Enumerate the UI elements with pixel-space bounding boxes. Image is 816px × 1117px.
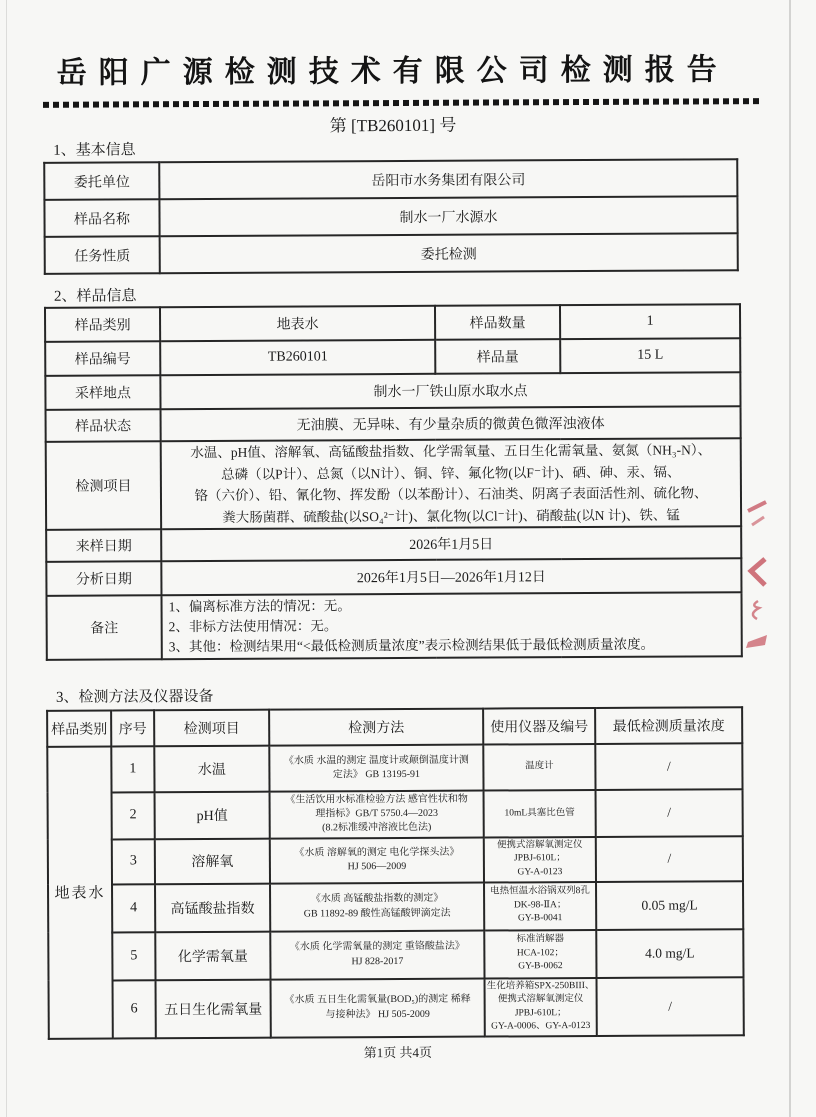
table-row: [44, 196, 737, 237]
row-value: TB260101: [160, 340, 435, 375]
row-label: 样品量: [435, 339, 560, 374]
table-row: [48, 929, 743, 981]
test-method: 《生活饮用水标准检验方法 感官性状和物 理指标》GB/T 5750.4—2023 (8.2标准缓冲溶液比色法): [270, 791, 484, 839]
remark-value: 1、偏离标准方法的情况：无。 2、非标方法使用情况：无。 3、其他：检测结果用“<最低检测质量浓度”表示检测结果低于最低检测质量浓度。: [161, 592, 741, 659]
table-row: [49, 977, 744, 1039]
column-header: 最低检测质量浓度: [595, 707, 742, 744]
table-row: [48, 836, 743, 885]
row-value: 制水一厂铁山原水取水点: [160, 372, 740, 409]
table-header-row: [47, 707, 742, 747]
row-label: 委托单位: [44, 162, 159, 200]
column-header: 样品类别: [47, 711, 111, 747]
scan-edge-right: [789, 0, 791, 1117]
table-row: [48, 789, 743, 839]
row-value: 15 L: [560, 338, 740, 373]
detection-limit: 4.0 mg/L: [596, 929, 743, 978]
table-row: [44, 159, 737, 200]
table-row: [46, 406, 741, 442]
test-method: 《水质 溶解氧的测定 电化学探头法》 HJ 506—2009: [270, 837, 484, 883]
row-value: 委托检测: [160, 233, 738, 273]
row-number: 2: [112, 792, 155, 839]
instrument: 便携式溶解氧测定仪 JPBJ-610L； GY-A-0123: [484, 837, 596, 883]
sample-info-table: [44, 303, 743, 661]
column-header: 序号: [111, 710, 154, 746]
red-seal-fragment: [740, 495, 770, 660]
row-number: 1: [111, 746, 154, 792]
detection-limit: 0.05 mg/L: [596, 881, 743, 930]
table-row: [45, 233, 738, 274]
instrument: 10mL具塞比色管: [484, 790, 596, 837]
section2-heading: 2、样品信息: [53, 288, 137, 305]
title-divider: [43, 98, 761, 108]
table-row: [45, 304, 740, 342]
test-item: 化学需氧量: [155, 931, 270, 980]
row-label: 样品类别: [45, 307, 160, 342]
row-value: 制水一厂水源水: [159, 196, 737, 236]
column-header: 检测项目: [154, 710, 269, 747]
row-label: 样品名称: [44, 199, 159, 237]
detection-limit: /: [595, 743, 742, 790]
page-footer: 第1页 共4页: [363, 1044, 433, 1061]
row-value: 岳阳市水务集团有限公司: [159, 159, 737, 199]
sample-type-cell: 地表水: [47, 747, 113, 1039]
detection-limit: /: [596, 789, 743, 836]
table-row: [45, 372, 740, 410]
row-value: 无油膜、无异味、有少量杂质的微黄色微浑浊液体: [161, 406, 741, 441]
table-row: [46, 438, 741, 530]
row-label: 分析日期: [46, 561, 161, 596]
report-number: 第 [TB260101] 号: [329, 115, 457, 136]
detection-limit: /: [596, 836, 743, 882]
row-label: 样品数量: [435, 305, 560, 340]
column-header: 使用仪器及编号: [483, 708, 595, 745]
instrument: 电热恒温水浴锅双列8孔 DK-98-ⅡA； GY-B-0041: [484, 882, 596, 931]
basic-info-table: [43, 158, 739, 275]
page-title: 岳阳广源检测技术有限公司检测报告: [56, 53, 729, 90]
instrument: 温度计: [483, 744, 595, 791]
test-method: 《水质 高锰酸盐指数的测定》 GB 11892-89 酸性高锰酸钾滴定法: [270, 882, 484, 931]
row-label: 任务性质: [45, 236, 160, 274]
table-row: [48, 881, 743, 933]
section3-heading: 3、检测方法及仪器设备: [55, 688, 214, 706]
column-header: 检测方法: [269, 709, 483, 746]
table-row: [46, 558, 741, 596]
section1-heading: 1、基本信息: [53, 142, 136, 159]
row-value: 2026年1月5日: [161, 526, 741, 561]
test-item: 水温: [154, 746, 269, 793]
table-row: [47, 743, 742, 793]
row-label: 样品状态: [46, 409, 161, 442]
test-method: 《水质 化学需氧量的测定 重铬酸盐法》 HJ 828-2017: [270, 930, 484, 979]
row-number: 5: [112, 932, 155, 980]
test-item: 溶解氧: [155, 838, 270, 884]
row-label: 备注: [46, 595, 161, 660]
scan-edge-left: [6, 0, 7, 1117]
table-row: [46, 592, 741, 660]
test-item: 高锰酸盐指数: [155, 883, 270, 932]
row-value: 1: [560, 304, 740, 339]
test-items-value: 水温、pH值、溶解氧、高锰酸盐指数、化学需氧量、五日生化需氧量、氨氮（NH₃-N）、 总磷（以P计）、总氮（以N计）、铜、锌、氟化物(以F⁻计)、硒、砷、汞、镉、 铬（六价）、铅、氰化物、挥发酚（以苯酚计）、石油类、阴离子表面活性剂、硫化物、 粪大肠菌群、硫酸盐(以SO₄²⁻计)、氯化物(以Cl⁻计)、硝酸盐(以N 计)、铁、锰: [161, 438, 741, 529]
row-value: 2026年1月5日—2026年1月12日: [161, 558, 741, 595]
row-number: 6: [113, 980, 156, 1038]
test-method: 《水质 五日生化需氧量(BOD₅)的测定 稀释 与接种法》 HJ 505-2009: [271, 978, 485, 1037]
instrument: 标准消解器 HCA-102； GY-B-0062: [484, 930, 596, 979]
row-label: 采样地点: [45, 375, 160, 410]
detection-limit: /: [597, 977, 744, 1036]
row-label: 来样日期: [46, 529, 161, 562]
row-label: 检测项目: [46, 441, 161, 530]
test-item: pH值: [155, 792, 270, 839]
row-label: 样品编号: [45, 341, 160, 376]
row-number: 4: [112, 884, 155, 932]
instrument: 生化培养箱SPX-250BIII、 便携式溶解氧测定仪 JPBJ-610L； GY-A-0006、GY-A-0123: [485, 978, 597, 1037]
test-item: 五日生化需氧量: [156, 979, 271, 1038]
row-number: 3: [112, 839, 155, 884]
methods-table: [46, 706, 745, 1039]
test-method: 《水质 水温的测定 温度计或颠倒温度计测 定法》 GB 13195-91: [269, 745, 483, 792]
table-row: [46, 526, 741, 562]
table-row: [45, 338, 740, 376]
row-value: 地表水: [160, 306, 435, 341]
